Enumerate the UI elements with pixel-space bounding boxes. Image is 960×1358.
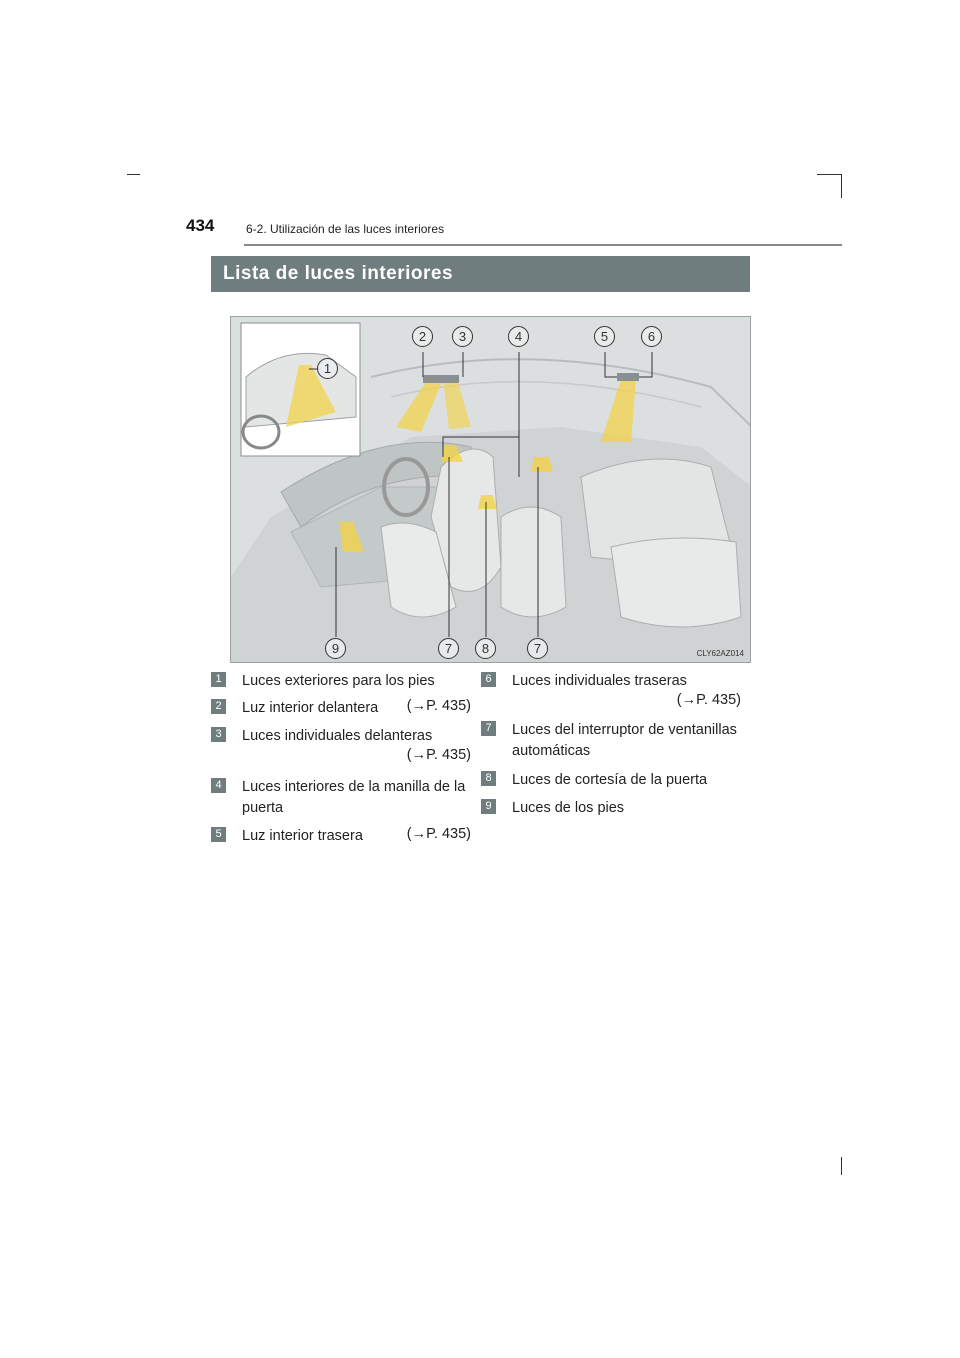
- legend-number: 9: [481, 799, 496, 814]
- legend-text: Luces de los pies: [512, 800, 625, 816]
- legend-text: Luces exteriores para los pies: [242, 673, 435, 689]
- callout-4: 4: [508, 326, 529, 347]
- crop-mark: [127, 174, 140, 175]
- callout-2: 2: [412, 326, 433, 347]
- figure-code: CLY62AZ014: [696, 649, 744, 658]
- callout-5: 5: [594, 326, 615, 347]
- legend-text: Luces individuales delanteras: [242, 728, 433, 744]
- legend-number: 8: [481, 771, 496, 786]
- crop-mark: [841, 1157, 842, 1175]
- page-number: 434: [186, 216, 215, 235]
- callout-7-right: 7: [527, 638, 548, 659]
- crop-mark: [817, 174, 842, 175]
- legend-text: Luz interior trasera: [242, 828, 363, 844]
- page-title: Lista de luces interiores: [211, 256, 750, 292]
- callout-1: 1: [317, 358, 338, 379]
- legend-text: Luces del interruptor de ventanillas automáticas: [512, 722, 737, 759]
- legend-number: 5: [211, 827, 226, 842]
- section-heading: 6-2. Utilización de las luces interiores: [246, 222, 445, 236]
- legend-text: Luces de cortesía de la puerta: [512, 772, 708, 788]
- legend-number: 3: [211, 727, 226, 742]
- car-interior-drawing: [231, 317, 751, 663]
- page-reference[interactable]: (→P. 435): [406, 698, 471, 714]
- legend-text: Luz interior delantera: [242, 700, 379, 716]
- callout-3: 3: [452, 326, 473, 347]
- callout-7-left: 7: [438, 638, 459, 659]
- legend-number: 2: [211, 699, 226, 714]
- legend-number: 6: [481, 672, 496, 687]
- callout-9: 9: [325, 638, 346, 659]
- header-divider: [244, 244, 842, 246]
- page-reference[interactable]: (→P. 435): [406, 747, 471, 763]
- legend-text: Luces interiores de la manilla de la puerta: [242, 779, 466, 816]
- interior-lights-illustration: [230, 316, 751, 663]
- legend-number: 1: [211, 672, 226, 687]
- legend-text: Luces individuales traseras: [512, 673, 687, 689]
- callout-8: 8: [475, 638, 496, 659]
- crop-mark: [841, 174, 842, 198]
- page-reference[interactable]: (→P. 435): [406, 826, 471, 842]
- page-reference[interactable]: (→P. 435): [676, 692, 741, 708]
- legend-number: 7: [481, 721, 496, 736]
- legend-number: 4: [211, 778, 226, 793]
- callout-6: 6: [641, 326, 662, 347]
